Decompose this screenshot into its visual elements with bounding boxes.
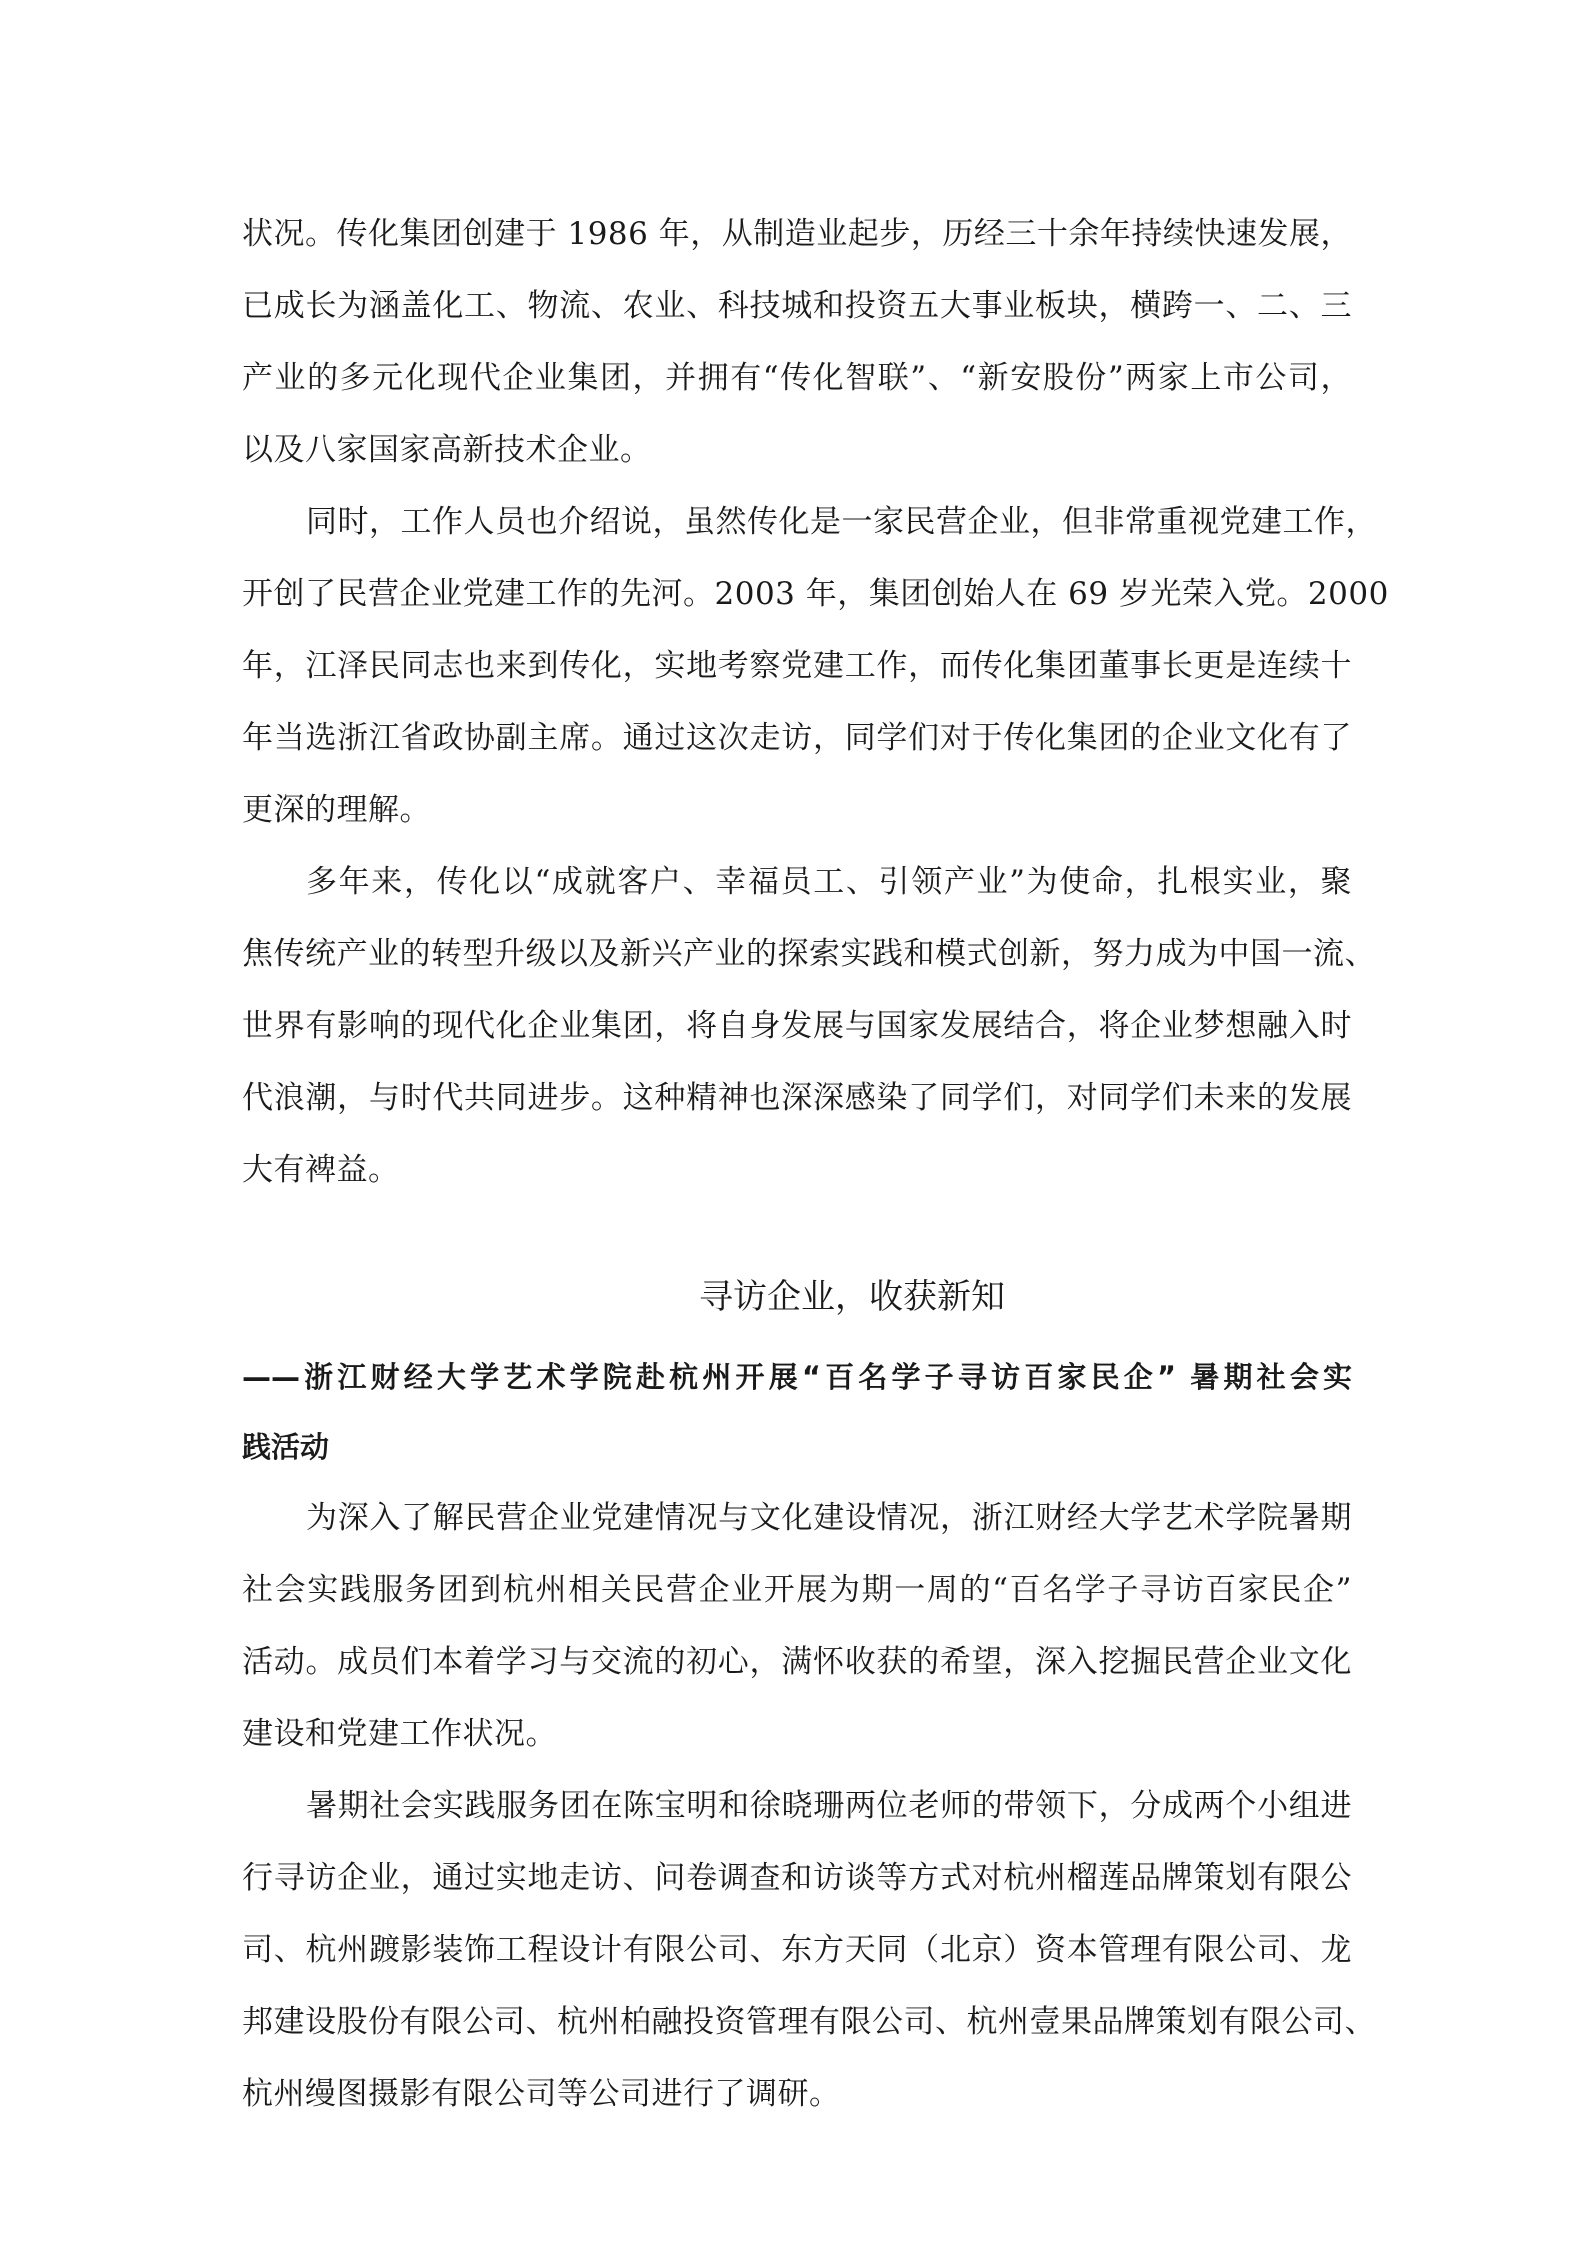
- paragraph-line: 同时，工作人员也介绍说，虽然传化是一家民营企业，但非常重视党建工作，: [306, 504, 1377, 540]
- paragraph-line: 暑期社会实践服务团在陈宝明和徐晓珊两位老师的带领下，分成两个小组进: [306, 1788, 1352, 1824]
- paragraph-line: 更深的理解。: [242, 792, 431, 828]
- paragraph-line: 建设和党建工作状况。: [242, 1716, 557, 1752]
- paragraph-companies-visited: [242, 1770, 1376, 2130]
- document-page: [242, 198, 1389, 2130]
- paragraph-line: 行寻访企业，通过实地走访、问卷调查和访谈等方式对杭州榴莲品牌策划有限公: [242, 1860, 1352, 1896]
- paragraph-line: 杭州缦图摄影有限公司等公司进行了调研。: [242, 2076, 841, 2112]
- paragraph-line: 世界有影响的现代化企业集团，将自身发展与国家发展结合，将企业梦想融入时: [242, 1008, 1352, 1044]
- paragraph-line: 产业的多元化现代企业集团，并拥有“传化智联”、“新安股份”两家上市公司，: [242, 360, 1352, 396]
- paragraph-line: 开创了民营企业党建工作的先河。2003 年，集团创始人在 69 岁光荣入党。2000: [242, 576, 1389, 612]
- paragraph-line: 大有裨益。: [242, 1152, 400, 1188]
- paragraph-chuanhua-history: [242, 198, 1352, 486]
- paragraph-line: 活动。成员们本着学习与交流的初心，满怀收获的希望，深入挖掘民营企业文化: [242, 1644, 1352, 1680]
- subtitle-line: ——浙江财经大学艺术学院赴杭州开展“百名学子寻访百家民企” 暑期社会实: [242, 1360, 1352, 1394]
- paragraph-line: 以及八家国家高新技术企业。: [242, 432, 652, 468]
- article-subtitle: [242, 1342, 1352, 1482]
- paragraph-line: 已成长为涵盖化工、物流、农业、科技城和投资五大事业板块，横跨一、二、三: [242, 288, 1352, 324]
- paragraph-line: 年当选浙江省政协副主席。通过这次走访，同学们对于传化集团的企业文化有了: [242, 720, 1352, 756]
- paragraph-line: 年，江泽民同志也来到传化，实地考察党建工作，而传化集团董事长更是连续十: [242, 648, 1352, 684]
- paragraph-line: 为深入了解民营企业党建情况与文化建设情况，浙江财经大学艺术学院暑期: [306, 1500, 1352, 1536]
- paragraph-line: 邦建设股份有限公司、杭州柏融投资管理有限公司、杭州壹果品牌策划有限公司、: [242, 2004, 1376, 2040]
- paragraph-line: 代浪潮，与时代共同进步。这种精神也深深感染了同学们，对同学们未来的发展: [242, 1080, 1352, 1116]
- paragraph-line: 状况。传化集团创建于 1986 年，从制造业起步，历经三十余年持续快速发展，: [242, 216, 1352, 252]
- paragraph-activity-intro: [242, 1482, 1352, 1770]
- paragraph-line: 社会实践服务团到杭州相关民营企业开展为期一周的“百名学子寻访百家民企”: [242, 1572, 1352, 1608]
- subtitle-line: 践活动: [242, 1430, 330, 1464]
- paragraph-line: 焦传统产业的转型升级以及新兴产业的探索实践和模式创新，努力成为中国一流、: [242, 936, 1376, 972]
- paragraph-party-building: [242, 486, 1389, 846]
- paragraph-mission: [242, 846, 1376, 1206]
- article-title: 寻访企业，收获新知: [699, 1277, 1005, 1317]
- paragraph-line: 司、杭州踱影装饰工程设计有限公司、东方天同（北京）资本管理有限公司、龙: [242, 1932, 1352, 1968]
- paragraph-line: 多年来，传化以“成就客户、幸福员工、引领产业”为使命，扎根实业，聚: [306, 864, 1352, 900]
